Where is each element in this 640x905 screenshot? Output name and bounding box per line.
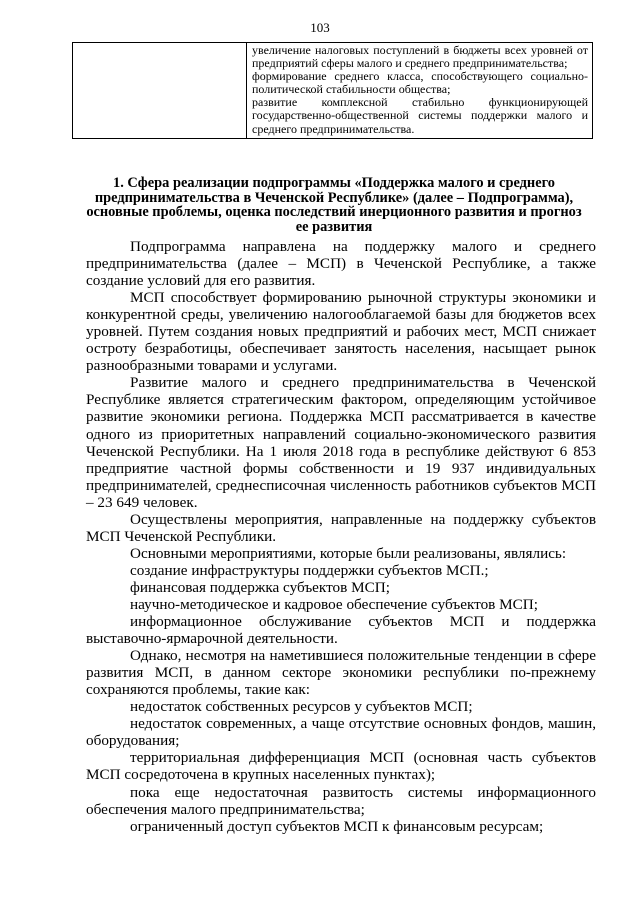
table-cell-paragraph: формирование среднего класса, способствующего социально-политической стабильности общества; [252,69,588,97]
table-cell-left [73,43,247,139]
table-row [73,43,593,139]
paragraph: Осуществлены мероприятия, направленные на поддержку субъектов МСП Чеченской Республики. [86,510,596,545]
body-text [86,238,596,835]
paragraph: МСП способствует формированию рыночной структуры экономики и конкурентной среды, увеличению налогооблагаемой базы для бюджетов всех уровней. Путем создания новых предприятий и рабочих мест, МСП снижает остроту безработицы, обеспечивает занятость населения, насыщает рынок разнообразными товарами и услугами. [86,289,596,375]
table-cell-paragraph: увеличение налоговых поступлений в бюджеты всех уровней от предприятий сферы малого и среднего предпринимательства; [252,43,588,71]
list-item: территориальная дифференциация МСП (основная часть субъектов МСП сосредоточена в крупных населенных пунктах); [86,749,596,784]
list-item: ограниченный доступ субъектов МСП к финансовым ресурсам; [130,817,544,835]
list-item: финансовая поддержка субъектов МСП; [130,578,390,596]
paragraph: Подпрограмма направлена на поддержку малого и среднего предпринимательства (далее – МСП) в Чеченской Республике, а также создание условий для его развития. [86,238,596,290]
section-heading: 1. Сфера реализации подпрограммы «Поддержка малого и среднего предпринимательства в Чеченской Республике» (далее – Подпрограмма), основные проблемы, оценка последствий инерционного развития и прогноз ее развития [86,175,582,235]
list-item: информационное обслуживание субъектов МСП и поддержка выставочно-ярмарочной деятельности. [86,613,596,648]
page-number: 103 [310,20,330,35]
paragraph: Развитие малого и среднего предпринимательства в Чеченской Республике является стратегическим фактором, определяющим устойчивое развитие экономики региона. Поддержка МСП рассматривается в качестве одного из приоритетных направлений социально-экономического развития Чеченской Республики. На 1 июля 2018 года в республике действуют 6 853 предприятие частной формы собственности и 19 937 индивидуальных предпринимателей, среднесписочная численность работников субъектов МСП – 23 649 человек. [86,374,596,511]
table-cell-paragraph: развитие комплексной стабильно функционирующей государственно-общественной системы поддержки малого и среднего предпринимательства. [252,95,588,136]
list-item: пока еще недостаточная развитость системы информационного обеспечения малого предпринимательства; [86,783,596,818]
table-cell-right [247,43,593,139]
paragraph: Однако, несмотря на наметившиеся положительные тенденции в сфере развития МСП, в данном секторе экономики республики по-прежнему сохраняются проблемы, такие как: [86,647,596,699]
list-item: создание инфраструктуры поддержки субъектов МСП.; [130,561,489,579]
paragraph: Основными мероприятиями, которые были реализованы, являлись: [130,544,567,562]
continuation-table [72,42,593,139]
list-item: недостаток современных, а чаще отсутствие основных фондов, машин, оборудования; [86,715,596,750]
list-item: недостаток собственных ресурсов у субъектов МСП; [130,698,473,716]
list-item: научно-методическое и кадровое обеспечение субъектов МСП; [130,595,538,613]
